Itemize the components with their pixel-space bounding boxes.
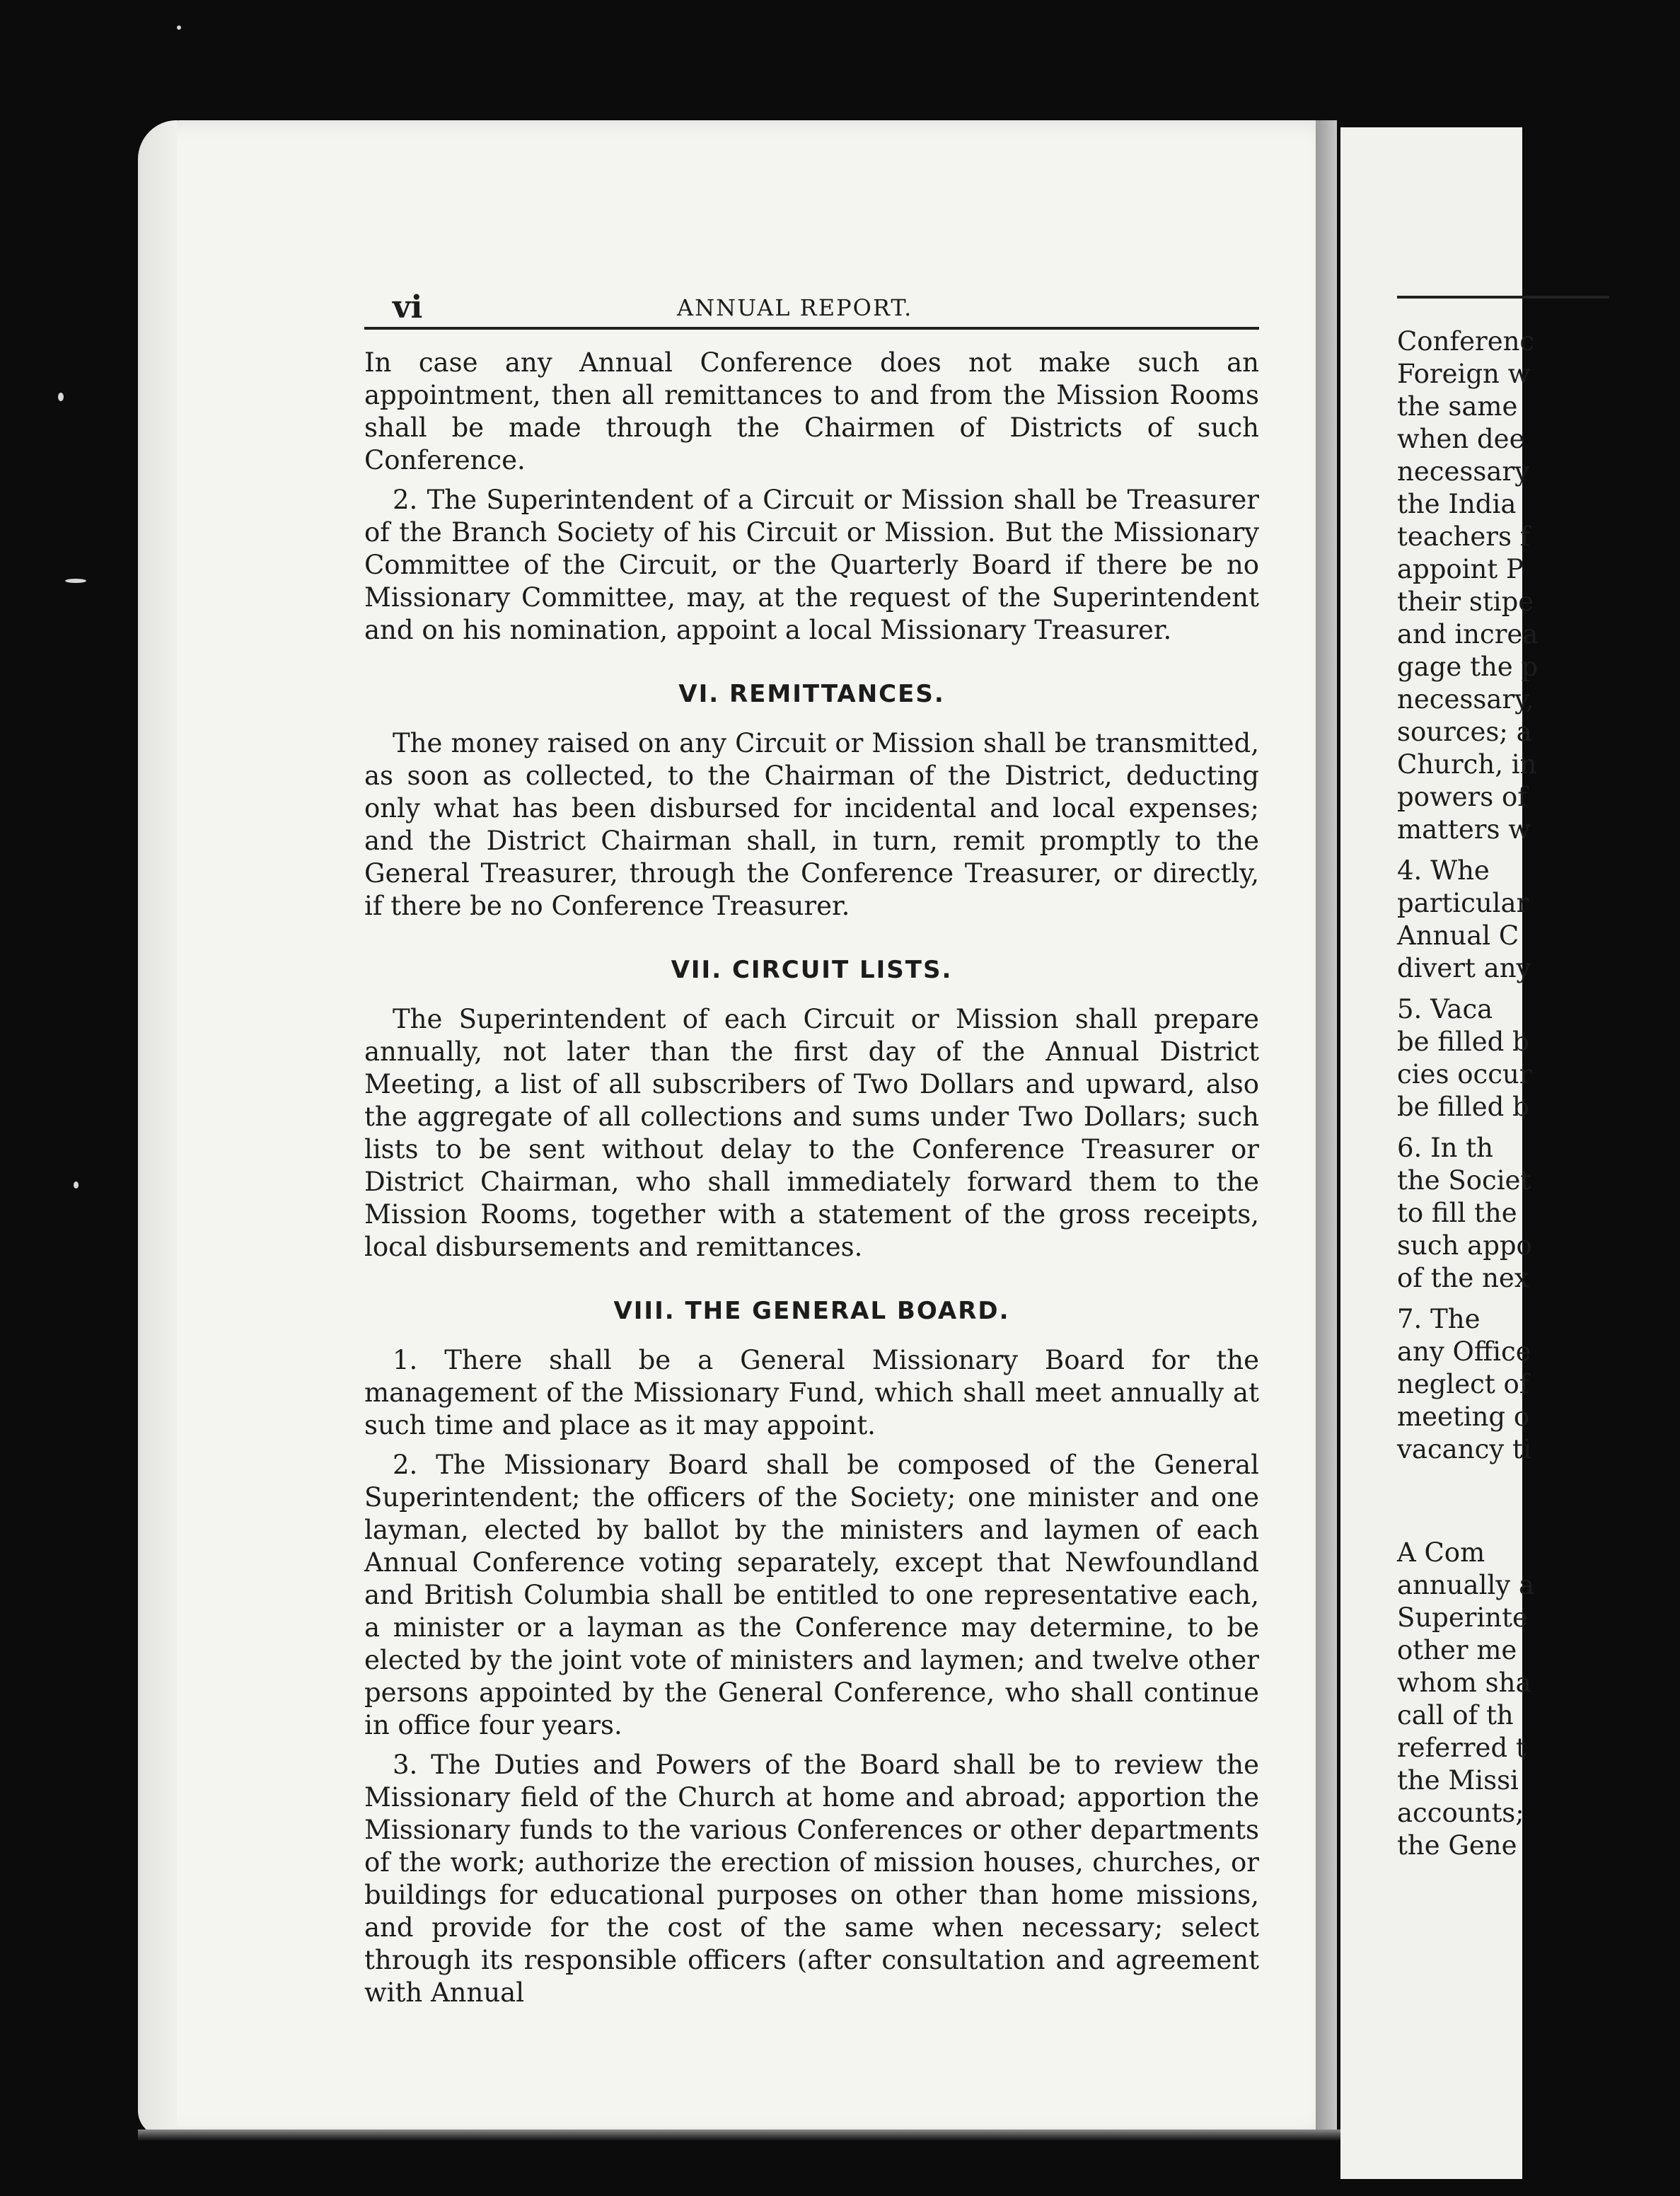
facing-line: appoint P xyxy=(1397,554,1524,584)
facing-line: 7. The xyxy=(1397,1304,1481,1334)
facing-line: meeting o xyxy=(1397,1402,1530,1432)
facing-line: gage the p xyxy=(1397,652,1539,682)
right-page xyxy=(1340,127,1539,2179)
facing-page-text xyxy=(1397,325,1680,1862)
facing-line: 6. In th xyxy=(1397,1133,1493,1163)
facing-line: be filled b xyxy=(1397,1027,1529,1057)
facing-line: other me xyxy=(1397,1635,1517,1665)
facing-line: necessary xyxy=(1397,456,1529,487)
facing-line: whom sha xyxy=(1397,1668,1531,1698)
facing-line: the Missi xyxy=(1397,1765,1519,1796)
section-heading: VI. REMITTANCES. xyxy=(678,680,945,708)
facing-line: teachers f xyxy=(1397,521,1530,552)
page-header xyxy=(364,282,1259,330)
facing-line: A Com xyxy=(1397,1537,1485,1568)
facing-line: vacancy ti xyxy=(1397,1434,1531,1464)
facing-line: accounts; xyxy=(1397,1798,1524,1828)
paragraph: The Superintendent of each Circuit or Mission shall prepare annually, not later than the first day of the Annual District Meeting, a list of all subscribers of Two Dollars and upward, also the aggregate of all collections and sums under Two Dollars; such lists to be sent without delay to the Conference Treasurer or District Chairman, who shall immediately forward them to the Mission Rooms, together with a statement of the gross receipts, local disbursements and remittances. xyxy=(364,1004,1259,1262)
facing-line: their stipe xyxy=(1397,586,1534,617)
facing-line: cies occur xyxy=(1397,1059,1532,1090)
facing-line: to fill the xyxy=(1397,1198,1517,1228)
scan-speck xyxy=(58,393,64,401)
facing-line: sources; a xyxy=(1397,717,1532,747)
paragraph: 2. The Missionary Board shall be composed of the General Superintendent; the officers of the Society; one minister and one layman, elected by ballot by the ministers and laymen of each Annual Conference voting separately, except that Newfoundland and British Columbia shall be entitled to one representative each, a minister or a layman as the Conference may determine, to be elected by the joint vote of ministers and laymen; and twelve other persons appointed by the General Conference, who shall continue in office four years. xyxy=(364,1450,1259,1740)
running-head: ANNUAL REPORT. xyxy=(677,294,913,321)
facing-line: any Office xyxy=(1397,1336,1531,1367)
facing-line: divert any xyxy=(1397,953,1531,983)
facing-line: be filled b xyxy=(1397,1092,1529,1122)
facing-line: annually a xyxy=(1397,1570,1534,1600)
facing-line: matters w xyxy=(1397,814,1531,845)
page-text xyxy=(364,282,1259,2009)
page-bottom-shadow xyxy=(138,2129,1340,2141)
facing-line: Superinte xyxy=(1397,1602,1528,1633)
facing-line: necessary, xyxy=(1397,684,1534,715)
facing-line: such appo xyxy=(1397,1230,1532,1261)
facing-line: call of th xyxy=(1397,1700,1514,1730)
paragraph: 3. The Duties and Powers of the Board shall be to review the Missionary field of the Church at home and abroad; apportion the Missionary funds to the various Conferences or other departments of the work; authorize the erection of mission houses, churches, or buildings for educational purposes on other than home missions, and provide for the cost of the same when necessary; select through its responsible officers (after consultation and agreement with Annual xyxy=(364,1750,1259,2008)
facing-line: Conferenc xyxy=(1397,326,1535,357)
paragraph: 1. There shall be a General Missionary Board for the management of the Missionary Fund, which shall meet annually at such time and place as it may appoint. xyxy=(364,1345,1259,1440)
section-heading: VIII. THE GENERAL BOARD. xyxy=(613,1297,1010,1325)
paragraph: 2. The Superintendent of a Circuit or Mission shall be Treasurer of the Branch Society of his Circuit or Mission. But the Missionary Committee of the Circuit, or the Quarterly Board if there be no Missionary Committee, may, at the request of the Superintendent and on his nomination, appoint a local Missionary Treasurer. xyxy=(364,485,1259,645)
facing-line: referred t xyxy=(1397,1733,1527,1763)
scan-speck xyxy=(65,579,86,583)
facing-line: particular xyxy=(1397,888,1529,918)
facing-line: of the nex xyxy=(1397,1263,1529,1293)
paragraph: The money raised on any Circuit or Mission shall be transmitted, as soon as collected, to the Chairman of the District, deducting only what has been disbursed for incidental and local expenses; and the District Chairman shall, in turn, remit promptly to the General Treasurer, through the Conference Treasurer, or directly, if there be no Conference Treasurer. xyxy=(364,728,1259,921)
facing-line: the Gene xyxy=(1397,1830,1517,1861)
facing-line: 4. Whe xyxy=(1397,855,1490,886)
page-edge xyxy=(138,120,177,2137)
facing-line: when dee xyxy=(1397,424,1525,454)
scan-speck xyxy=(177,25,181,30)
facing-line: 5. Vaca xyxy=(1397,994,1493,1024)
facing-line: neglect of xyxy=(1397,1369,1529,1399)
facing-header-rule xyxy=(1397,296,1609,299)
facing-line: powers of xyxy=(1397,782,1527,812)
scan-speck xyxy=(74,1181,79,1189)
facing-line: the India xyxy=(1397,489,1517,519)
facing-line: the same xyxy=(1397,391,1518,422)
facing-line: Church, in xyxy=(1397,749,1537,780)
facing-line: Foreign w xyxy=(1397,359,1531,389)
facing-line: the Societ xyxy=(1397,1165,1531,1196)
paragraph: In case any Annual Conference does not make such an appointment, then all remittances to and from the Mission Rooms shall be made through the Chairmen of Districts of such Conference. xyxy=(364,347,1259,475)
book-gutter xyxy=(1316,120,1337,2137)
facing-line: and increa xyxy=(1397,619,1539,649)
facing-line: Annual C xyxy=(1397,920,1519,951)
section-heading: VII. CIRCUIT LISTS. xyxy=(671,956,953,984)
page-number: vi xyxy=(393,289,423,325)
